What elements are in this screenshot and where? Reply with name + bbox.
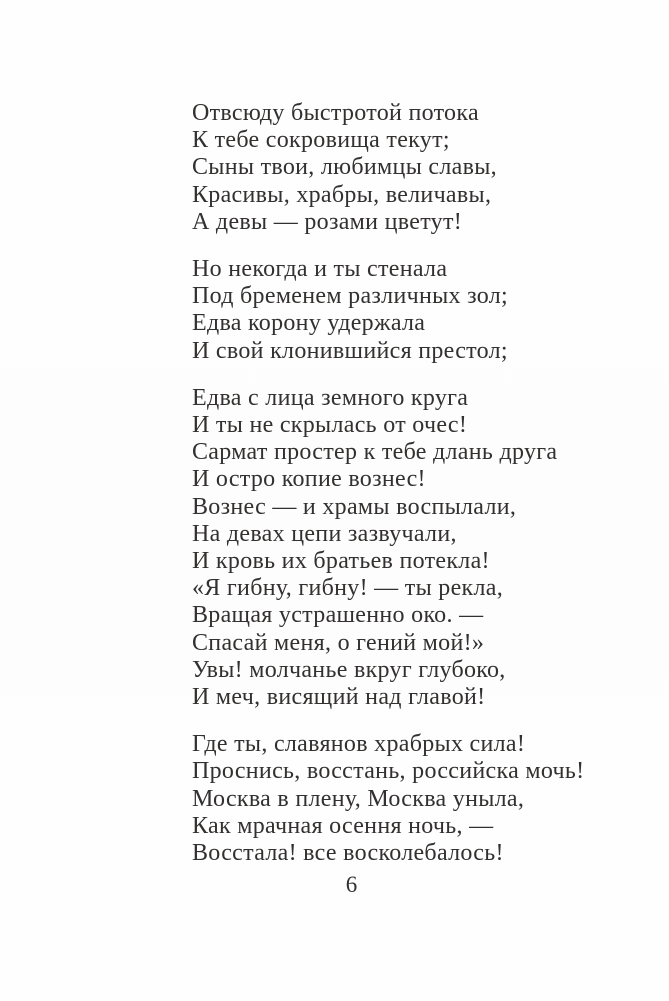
poem-line: Где ты, славянов храбрых сила! xyxy=(192,731,526,758)
poem-line: Сармат простер к тебе длань друга xyxy=(192,439,558,466)
poem-line: Под бременем различных зол; xyxy=(192,283,508,310)
poem-line: К тебе сокровища текут; xyxy=(192,127,450,154)
poem-line: Москва в плену, Москва уныла, xyxy=(192,785,525,812)
poem-line: И свой клонившийся престол; xyxy=(192,337,508,364)
poem-line: Увы! молчанье вкруг глубоко, xyxy=(192,656,506,683)
poem-text-block xyxy=(192,100,622,867)
poem-stanza-3 xyxy=(192,385,622,711)
poem-line: Спасай меня, о гений мой!» xyxy=(192,629,485,656)
poem-line: Вращая устрашенно око. — xyxy=(192,602,484,629)
poem-line: Едва корону удержала xyxy=(192,310,426,337)
poem-line: И меч, висящий над главой! xyxy=(192,684,486,711)
poem-line: Сыны твои, любимцы славы, xyxy=(192,154,497,181)
page-number: 6 xyxy=(345,872,358,897)
poem-stanza-2 xyxy=(192,256,622,365)
poem-line: А девы — розами цветут! xyxy=(192,208,463,235)
poem-line: Красивы, храбры, величавы, xyxy=(192,181,492,208)
poem-line: «Я гибну, гибну! — ты рекла, xyxy=(192,575,504,602)
poem-line: Вознес — и храмы воспылали, xyxy=(192,493,517,520)
poem-stanza-1 xyxy=(192,100,622,236)
poem-line: Но некогда и ты стенала xyxy=(192,256,448,283)
poem-line: Как мрачная осення ночь, — xyxy=(192,812,494,839)
poem-line: И кровь их братьев потекла! xyxy=(192,548,490,575)
poem-stanza-4 xyxy=(192,731,622,867)
poem-line: И ты не скрылась от очес! xyxy=(192,412,468,439)
poem-line: Проснись, восстань, российска мочь! xyxy=(192,758,585,785)
poem-line: На девах цепи зазвучали, xyxy=(192,520,457,547)
poem-line: Отвсюду быстротой потока xyxy=(192,100,479,126)
poem-line: Восстала! все восколебалось! xyxy=(192,840,504,867)
poem-line: И остро копие вознес! xyxy=(192,466,426,493)
poem-line: Едва с лица земного круга xyxy=(192,384,469,411)
